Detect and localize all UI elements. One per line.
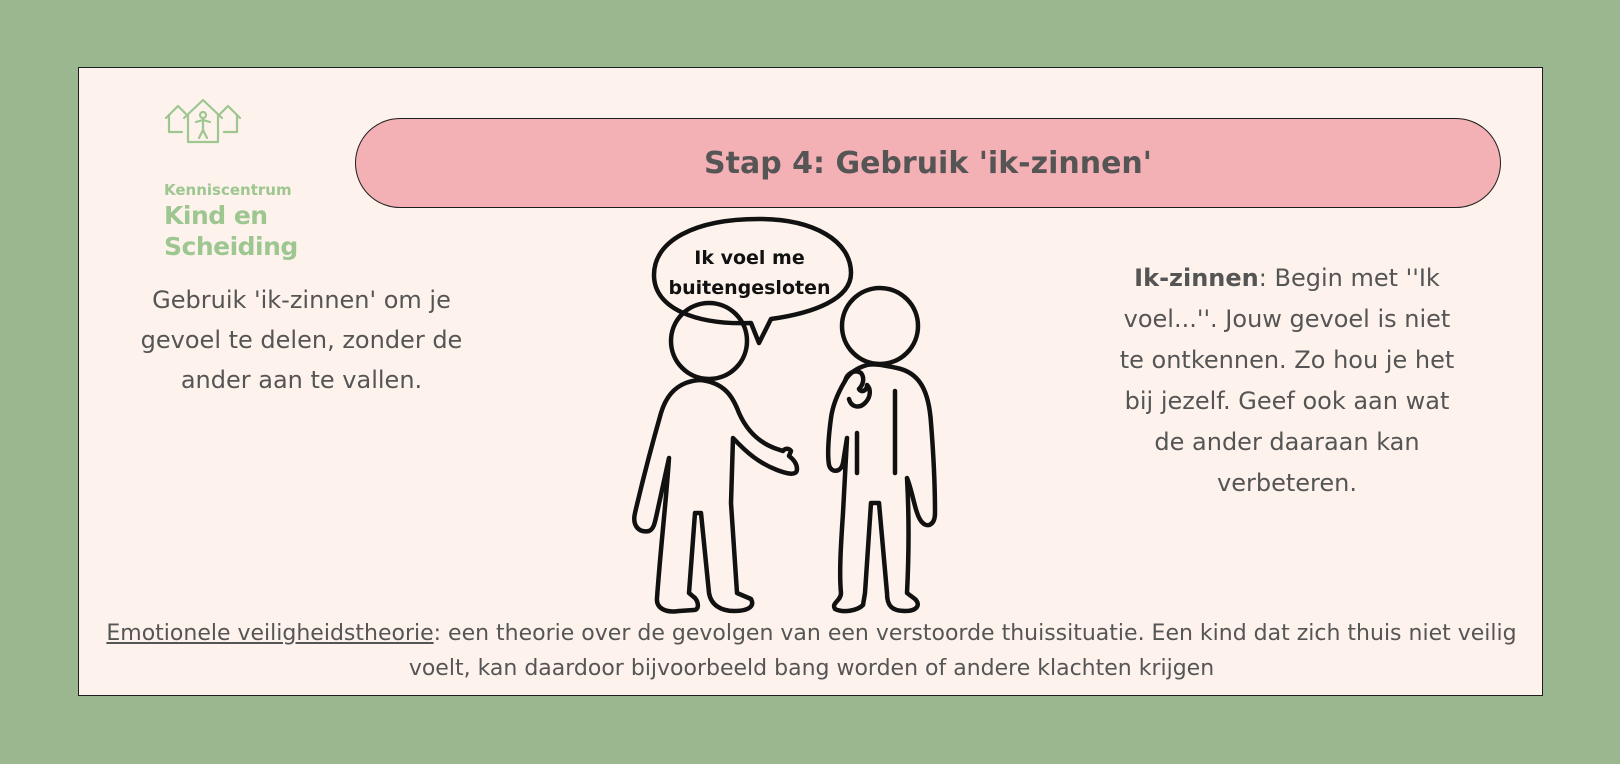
right-person-body [828,364,935,611]
definition-text [1112,258,1462,504]
speech-bubble-text [657,243,842,303]
intro-text: Gebruik 'ik-zinnen' om je gevoel te delen, zonder de ander aan te vallen. [140,286,463,394]
page-title: Stap 4: Gebruik 'ik-zinnen' [704,145,1152,181]
footer-definition [99,616,1524,686]
right-person-hand [845,371,870,406]
houses-with-child-icon [164,98,242,144]
footer-body: : een theorie over de gevolgen van een verstoorde thuissituatie. Een kind dat zich thuis niet veilig voelt, kan daardoor bijvoorbeeld bang worden of andere klachten krijgen [408,621,1517,681]
logo-text-kenniscentrum: Kenniscentrum [164,181,292,199]
infographic-card [78,67,1543,696]
left-person-body [634,380,797,611]
logo-text-scheiding: Scheiding [164,232,298,261]
title-banner [355,118,1501,208]
logo [164,98,334,261]
logo-text-kind-en: Kind en [164,201,268,230]
footer-term: Emotionele veiligheidstheorie [106,621,434,646]
definition-body: : Begin met ''Ik voel...''. Jouw gevoel is niet te ontkennen. Zo hou je het bij jezelf. Geef ook aan wat de ander daaraan kan verbeteren. [1119,264,1455,497]
speech-bubble-line-1: Ik voel me [694,247,805,269]
definition-term: Ik-zinnen [1134,264,1259,292]
speech-bubble-line-2: buitengesloten [668,277,831,299]
left-person-head [671,303,747,379]
right-person-head [842,288,918,364]
